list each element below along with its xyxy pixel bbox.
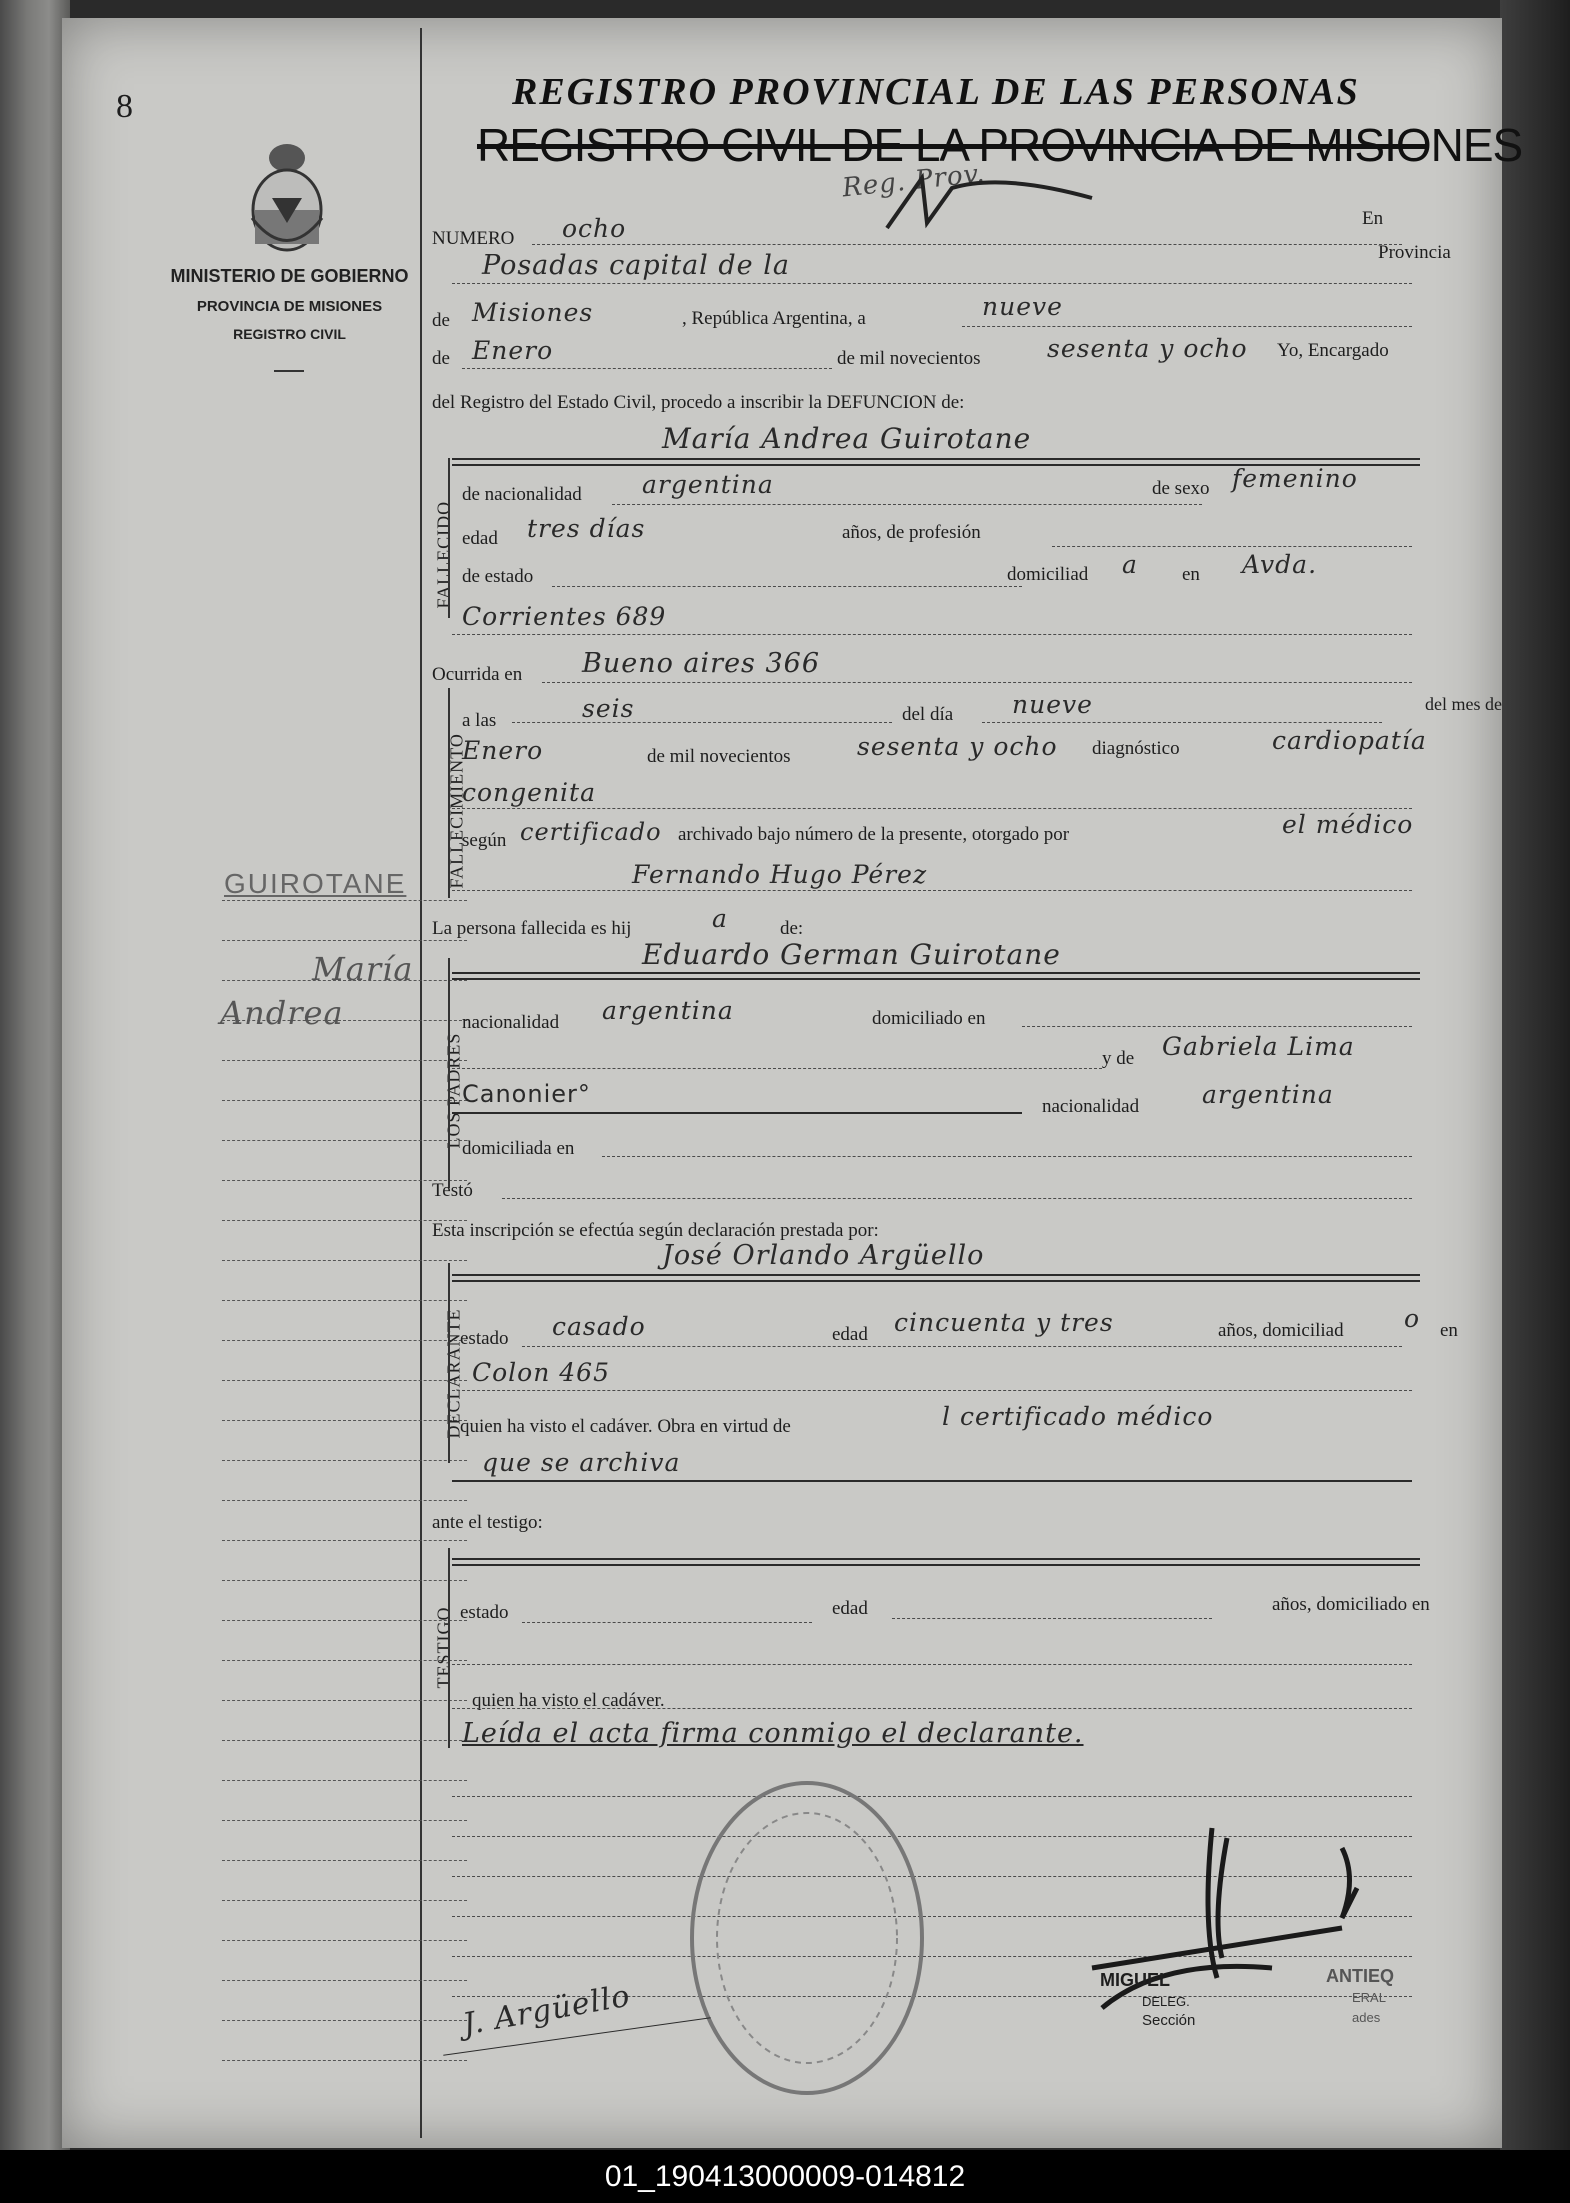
padre-nacionalidad-label: nacionalidad <box>462 1012 560 1033</box>
official-section: Sección <box>1142 2012 1196 2029</box>
sexo-label: de sexo <box>1152 478 1210 499</box>
ministry-name: MINISTERIO DE GOBIERNO <box>170 266 409 286</box>
anos-profesion-label: años, de profesión <box>842 522 981 543</box>
del-mes-label: del mes de <box>1425 694 1502 714</box>
nacionalidad-value: argentina <box>642 470 774 499</box>
edad-value: tres días <box>527 514 646 543</box>
page-edge-shadow <box>1500 0 1570 2150</box>
fallecimiento-bracket <box>448 688 450 898</box>
domicilio-cont-value: Corrientes 689 <box>462 602 667 631</box>
testigo-bracket <box>448 1548 450 1748</box>
estado-label: de estado <box>462 566 534 587</box>
numero-label: NUMERO <box>432 228 515 249</box>
declarante-visto-cont: que se archiva <box>482 1448 681 1477</box>
old-registry-title: REGISTRO CIVIL DE LA PROVINCIA DE MISIONES <box>477 119 1523 171</box>
fallecido-section-label: FALLECIDO <box>433 500 454 609</box>
hijo-label: La persona fallecida es hij <box>432 918 632 939</box>
testigo-anos-label: años, domiciliado en <box>1272 1594 1430 1615</box>
declarante-name-value: José Orlando Argüello <box>662 1240 985 1271</box>
mes-value: Enero <box>462 736 544 765</box>
hora-value: seis <box>582 694 635 723</box>
segun-label: según <box>462 830 507 851</box>
day-value: nueve <box>982 292 1063 321</box>
a-las-label: a las <box>462 710 497 731</box>
madre-value: Gabriela Lima <box>1162 1032 1355 1061</box>
republica-label: , República Argentina, a <box>682 308 866 329</box>
padre-value: Eduardo German Guirotane <box>642 938 1061 971</box>
book-binding <box>0 0 70 2150</box>
fallecido-name-value: María Andrea Guirotane <box>662 422 1032 455</box>
diagnostico-value: cardiopatía <box>1272 726 1427 755</box>
margin-given-name-1: María <box>312 950 414 988</box>
dia-value: nueve <box>1012 690 1093 719</box>
testigo-intro: ante el testigo: <box>432 1512 543 1533</box>
numero-value: ocho <box>562 214 627 243</box>
nacionalidad-label: de nacionalidad <box>462 484 582 505</box>
archivado-label: archivado bajo número de la presente, otorgado por <box>678 824 1070 845</box>
declarante-estado-label: estado <box>460 1328 509 1349</box>
padres-bracket <box>448 958 450 1188</box>
yo-encargado-label: Yo, Encargado <box>1277 340 1389 361</box>
coat-of-arms-icon <box>242 138 332 258</box>
official-cut-3: ades <box>1352 2010 1381 2025</box>
declarante-signature: J. Argüello <box>460 1978 634 2043</box>
margin-surname: GUIROTANE <box>224 868 407 899</box>
de-label-1: de <box>432 310 450 331</box>
place-value: Posadas capital de la <box>482 250 790 281</box>
official-signature <box>1012 1818 1412 2018</box>
official-cut-1: ANTIEQ <box>1326 1966 1395 1986</box>
official-cut-2: ERAL <box>1352 1990 1386 2005</box>
diagnostico-label: diagnóstico <box>1092 738 1180 759</box>
domicilio-value: Avda. <box>1242 550 1318 579</box>
registry-title: REGISTRO PROVINCIAL DE LAS PERSONAS <box>512 71 1360 113</box>
provincia-label: Provincia <box>1378 242 1451 263</box>
y-de-label: y de <box>1102 1048 1135 1069</box>
province-name: PROVINCIA DE MISIONES <box>196 298 383 315</box>
mes-ano-label: de mil novecientos <box>647 746 791 767</box>
hijo-gender: a <box>712 904 728 933</box>
testo-label: Testó <box>432 1180 473 1201</box>
closing-text: Leída el acta firma conmigo el declarante. <box>462 1718 1084 1749</box>
registro-line: del Registro del Estado Civil, procedo a inscribir la DEFUNCION de: <box>432 392 965 413</box>
register-page <box>62 18 1523 2148</box>
padre-domiciliado-label: domiciliado en <box>872 1008 986 1029</box>
edad-label: edad <box>462 528 498 549</box>
ocurrida-value: Bueno aires 366 <box>582 648 821 679</box>
scan-id-footer: 01_190413000009-014812 <box>0 2150 1570 2203</box>
margin-annotation <box>162 858 462 1118</box>
month-value: Enero <box>472 336 554 365</box>
margin-given-name-2: Andrea <box>220 994 344 1032</box>
madre-cont-value: Canonier° <box>462 1080 591 1108</box>
declarante-intro: Esta inscripción se efectúa según declaración prestada por: <box>432 1220 879 1241</box>
page-number: 8 <box>116 88 133 125</box>
registry-name: REGISTRO CIVIL <box>233 326 346 342</box>
declarante-section-label: DECLARANTE <box>443 1308 464 1439</box>
padre-nacionalidad-value: argentina <box>602 996 734 1025</box>
fallecimiento-section-label: FALLECIMIENTO <box>446 733 467 889</box>
old-title-strikethrough <box>477 144 1427 149</box>
province-value: Misiones <box>472 298 594 327</box>
diagnostico-cont-value: congenita <box>462 778 596 807</box>
declarante-estado-value: casado <box>552 1312 646 1341</box>
testigo-edad-label: edad <box>832 1598 868 1619</box>
madre-domiciliada-label: domiciliada en <box>462 1138 575 1159</box>
declarante-bracket <box>448 1263 450 1463</box>
declarante-domicilio-value: Colon 465 <box>472 1358 610 1387</box>
mes-ano-value: sesenta y ocho <box>857 732 1058 761</box>
del-dia-label: del día <box>902 704 954 725</box>
ocurrida-label: Ocurrida en <box>432 664 523 685</box>
year-label: de mil novecientos <box>837 348 981 369</box>
domicilio-en-label: en <box>1182 564 1200 585</box>
hijo-de-label: de: <box>780 918 804 939</box>
official-name: MIGUEL <box>1100 1970 1170 1990</box>
declarante-visto-value: l certificado médico <box>942 1402 1214 1431</box>
declarante-anos-label: años, domiciliad <box>1218 1320 1344 1341</box>
testigo-visto-label: quien ha visto el cadáver. <box>472 1690 665 1711</box>
sexo-value: femenino <box>1232 464 1358 493</box>
authority-divider <box>274 370 304 372</box>
padres-section-label: LOS PADRES <box>443 1032 464 1149</box>
certificado-value: certificado <box>520 818 662 846</box>
testigo-section-label: TESTIGO <box>433 1606 454 1689</box>
official-title: DELEG. <box>1142 1994 1190 2009</box>
declarante-anos-gender: o <box>1404 1304 1421 1333</box>
declarante-visto-label: quien ha visto el cadáver. Obra en virtud de <box>460 1416 791 1437</box>
domicilio-label: domiciliad <box>1007 564 1089 585</box>
stamp-scrawl: Reg. Prov. <box>840 158 987 204</box>
declarante-en-label: en <box>1440 1320 1458 1341</box>
de-label-2: de <box>432 348 450 369</box>
medico-value: Fernando Hugo Pérez <box>632 860 928 889</box>
domicilio-gender: a <box>1122 550 1138 579</box>
madre-nacionalidad-value: argentina <box>1202 1080 1334 1109</box>
fallecido-bracket <box>448 458 450 618</box>
testigo-estado-label: estado <box>460 1602 509 1623</box>
declarante-edad-value: cincuenta y tres <box>894 1308 1114 1337</box>
en-label: En <box>1362 208 1384 229</box>
madre-nacionalidad-label: nacionalidad <box>1042 1096 1140 1117</box>
year-value: sesenta y ocho <box>1047 334 1248 363</box>
initials-scribble <box>882 168 1102 238</box>
official-seal <box>682 1773 932 2103</box>
declarante-edad-label: edad <box>832 1324 868 1345</box>
medico-prefix: el médico <box>1282 810 1414 839</box>
